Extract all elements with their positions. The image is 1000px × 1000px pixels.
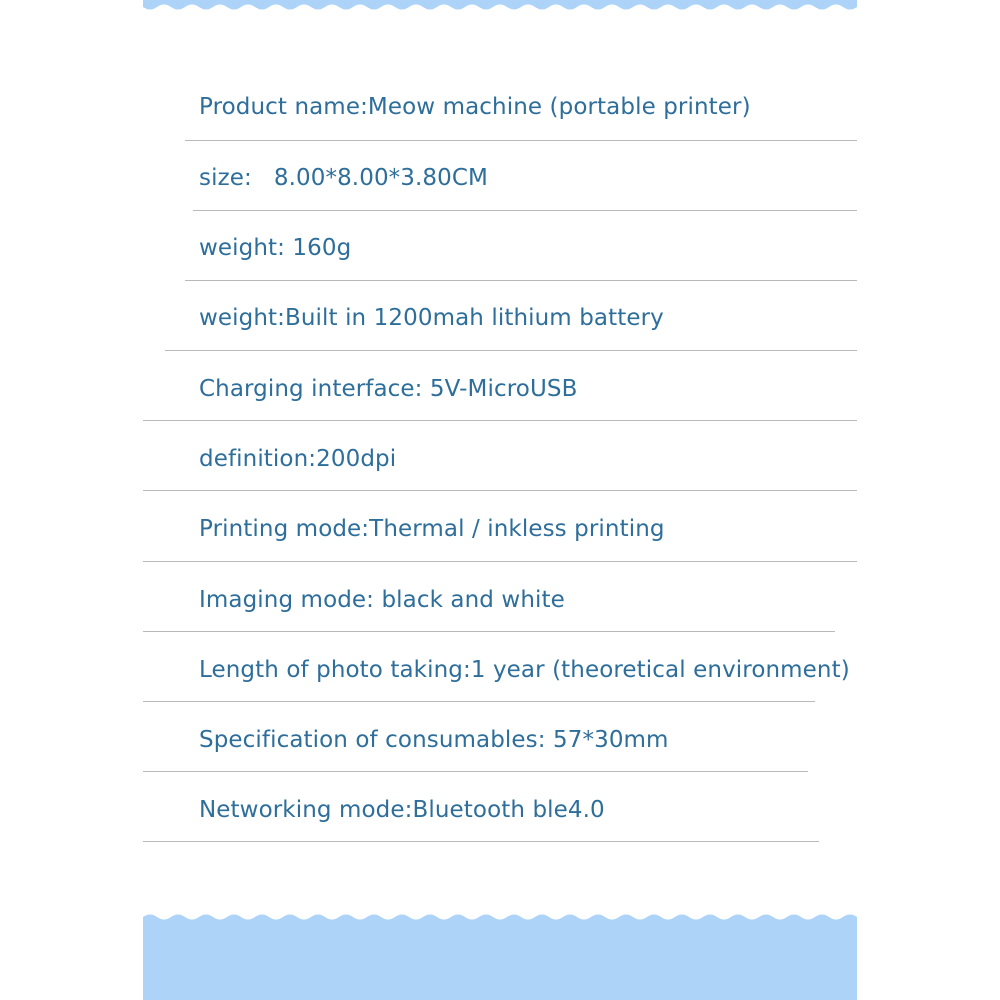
- divider: [143, 771, 808, 772]
- spec-row-imaging-mode: [199, 580, 565, 620]
- spec-label: Networking mode:: [199, 797, 413, 823]
- spec-value: 1 year (theoretical environment): [470, 657, 850, 683]
- spec-value: Thermal / inkless printing: [369, 516, 665, 542]
- divider: [143, 561, 857, 562]
- divider: [143, 701, 815, 702]
- spec-row-weight: [199, 228, 351, 268]
- divider: [185, 280, 857, 281]
- spec-row-consumables: [199, 720, 669, 760]
- spec-label: Product name:: [199, 94, 368, 120]
- spec-row-battery: [199, 298, 664, 338]
- spec-label: Imaging mode:: [199, 587, 375, 613]
- spec-value: 5V-MicroUSB: [429, 376, 578, 402]
- divider: [185, 140, 857, 141]
- spec-row-definition: [199, 439, 396, 479]
- spec-label: weight:: [199, 305, 285, 331]
- spec-value: 57*30mm: [553, 727, 669, 753]
- divider: [143, 841, 819, 842]
- spec-value: 8.00*8.00*3.80CM: [273, 165, 488, 191]
- spec-row-printing-mode: [199, 509, 665, 549]
- spec-row-charging-interface: [199, 369, 577, 409]
- spec-value: 200dpi: [316, 446, 397, 472]
- spec-value: black and white: [381, 587, 565, 613]
- spec-label: weight:: [199, 235, 285, 261]
- spec-row-networking-mode: [199, 790, 605, 830]
- bottom-wave-footer: [143, 912, 857, 1000]
- divider: [143, 490, 857, 491]
- divider: [143, 420, 857, 421]
- spec-row-size: [199, 158, 488, 198]
- spec-label: size:: [199, 165, 252, 191]
- spec-row-product-name: [199, 87, 751, 127]
- spec-label: Length of photo taking:: [199, 657, 471, 683]
- spec-label: Charging interface:: [199, 376, 423, 402]
- spec-label: definition:: [199, 446, 317, 472]
- spec-label: Specification of consumables:: [199, 727, 546, 753]
- spec-row-photo-length: [199, 650, 850, 690]
- spec-value: 160g: [292, 235, 352, 261]
- divider: [165, 350, 857, 351]
- spec-card: [143, 0, 857, 1000]
- spec-list: [143, 0, 857, 900]
- divider: [193, 210, 857, 211]
- spec-value: Meow machine (portable printer): [367, 94, 751, 120]
- divider: [143, 631, 835, 632]
- spec-value: Bluetooth ble4.0: [412, 797, 605, 823]
- spec-value: Built in 1200mah lithium battery: [285, 305, 664, 331]
- spec-label: Printing mode:: [199, 516, 370, 542]
